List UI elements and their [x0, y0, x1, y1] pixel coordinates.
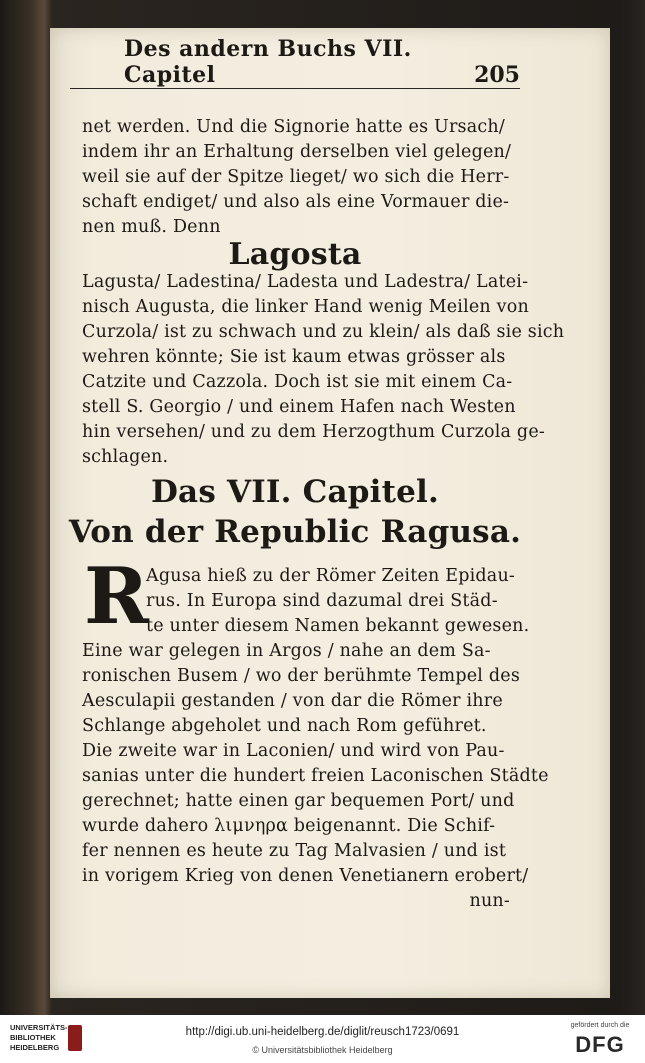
- text-line: nisch Augusta, die linker Hand wenig Meilen von: [82, 297, 529, 317]
- text-line: Aesculapii gestanden / von dar die Römer ihre: [82, 691, 503, 711]
- dfg-wordmark: DFG: [575, 1032, 625, 1057]
- copyright-notice: © Universitätsbibliothek Heidelberg: [252, 1045, 393, 1055]
- text-line: Schlange abgeholet und nach Rom geführet.: [82, 716, 487, 736]
- text-line: weil sie auf der Spitze lieget/ wo sich die Herr-: [82, 167, 510, 187]
- text-line: nen muß. Denn: [82, 217, 221, 237]
- library-logo[interactable]: [10, 1021, 140, 1059]
- text-line: rus. In Europa sind dazumal drei Städ-: [146, 591, 498, 611]
- text-line: Die zweite war in Laconien/ und wird von Pau-: [82, 741, 505, 761]
- text-line: Catzite und Cazzola. Doch ist sie mit einem Ca-: [82, 372, 513, 392]
- library-seal-icon: [68, 1025, 82, 1051]
- funding-note: gefördert durch die: [570, 1022, 630, 1029]
- text-line: Curzola/ ist zu schwach und zu klein/ als daß sie sich: [82, 322, 565, 342]
- text-line: wehren könnte; Sie ist kaum etwas grösser als: [82, 347, 506, 367]
- text-line: hin versehen/ und zu dem Herzogthum Curzola ge-: [82, 422, 545, 442]
- text-line: stell S. Georgio / und einem Hafen nach Westen: [82, 397, 516, 417]
- library-name: UNIVERSITÄTS- BIBLIOTHEK HEIDELBERG: [10, 1023, 68, 1052]
- chapter-subtitle: Von der Republic Ragusa.: [68, 514, 522, 550]
- catchword: nun-: [469, 891, 510, 911]
- text-line: indem ihr an Erhaltung derselben viel gelegen/: [82, 142, 512, 162]
- permalink-url[interactable]: http://digi.ub.uni-heidelberg.de/diglit/reusch1723/0691: [185, 1026, 460, 1038]
- text-line: Agusa hieß zu der Römer Zeiten Epidau-: [146, 566, 516, 586]
- text-line: Lagusta/ Ladestina/ Ladesta und Ladestra/ Latei-: [82, 272, 529, 292]
- text-line: wurde dahero λιμνηρα beigenannt. Die Schif-: [82, 816, 496, 836]
- text-line: net werden. Und die Signorie hatte es Ursach/: [82, 117, 505, 137]
- text-line: in vorigem Krieg von denen Venetianern erobert/: [82, 866, 529, 886]
- text-line: gerechnet; hatte einen gar bequemen Port/ und: [82, 791, 515, 811]
- text-line: ronischen Busem / wo der berühmte Tempel des: [82, 666, 520, 686]
- text-line: te unter diesem Namen bekannt gewesen.: [146, 616, 530, 636]
- text-line: Eine war gelegen in Argos / nahe an dem Sa-: [82, 641, 491, 661]
- chapter-title: Das VII. Capitel.: [150, 474, 440, 510]
- text-line: schlagen.: [82, 447, 169, 467]
- text-line: sanias unter die hundert freien Laconischen Städte: [82, 766, 549, 786]
- dfg-logo[interactable]: [560, 1020, 640, 1060]
- section-heading: Lagosta: [228, 237, 362, 272]
- running-head-title: Des andern Buchs VII. Capitel: [124, 36, 412, 88]
- page-number: 205: [474, 62, 520, 88]
- running-head: [70, 36, 520, 89]
- text-line: fer nennen es heute zu Tag Malvasien / und ist: [82, 841, 507, 861]
- drop-cap-initial: R: [84, 551, 149, 642]
- text-line: schaft endiget/ und also als eine Vormauer die-: [82, 192, 510, 212]
